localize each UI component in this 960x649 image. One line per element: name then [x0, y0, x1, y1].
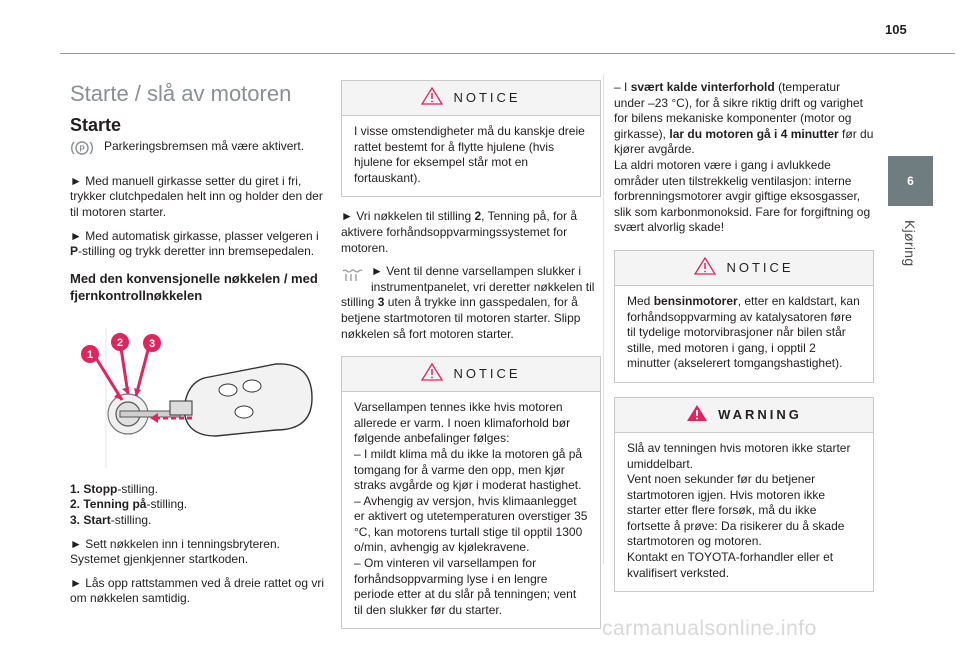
column-divider [603, 74, 604, 564]
warning-title: WARNING [718, 407, 802, 423]
column-2 [341, 80, 601, 629]
auto-gearbox-text: ► Med automatisk girkasse, plasser velgeren i P-stilling og trykk deretter inn bremsepedalen. [70, 228, 319, 259]
turn-key-text: ► Vri nøkkelen til stilling 2, Tenning på, for å aktivere forhåndsoppvarmingssystemet for motoren. [341, 209, 578, 255]
list-item: 1. Stopp-stilling. [70, 481, 159, 496]
notice-line: – Avhengig av versjon, hvis klimaanlegget er aktivert og utetemperaturen overstiger 35 °C, kan motorens turtall stige til opptil 1300 o/min, avhengig av kjølekravene. [354, 493, 588, 555]
list-item: 2. Tenning på-stilling. [70, 497, 188, 512]
position-list [70, 482, 326, 529]
figure-label-2: 2 [116, 336, 124, 349]
manual-gearbox-text: ► Med manuell girkasse setter du giret i fri, trykker clutchpedalen helt inn og holder den der til motoren starter. [70, 173, 323, 219]
notice-line: – I mildt klima må du ikke la motoren gå på tomgang for å varme den opp, men kjør straks avgårde og kjør i moderat hastighet. [354, 446, 583, 493]
warning-icon [686, 404, 708, 426]
notice-title: NOTICE [726, 260, 794, 276]
list-item: 3. Start-stilling. [70, 512, 152, 527]
ignition-key-figure [76, 318, 316, 468]
section-heading: Starte [70, 114, 122, 135]
caution-icon [421, 363, 443, 385]
insert-key-text: ► Sett nøkkelen inn i tenningsbryteren. Systemet gjenkjenner startkoden. [70, 536, 280, 567]
warning-line: Kontakt en TOYOTA-forhandler eller et kvalifisert verksted. [627, 550, 834, 580]
page-number: 105 [885, 22, 907, 37]
column-1 [70, 80, 326, 615]
notice-text: Med bensinmotorer, etter en kaldstart, kan forhåndsoppvarming av katalysatoren føre til tydelige motorvibrasjoner når bilen står stille, med motoren i gang, i opptil 2 minutter (akselerert tomgangshastighet). [627, 293, 860, 371]
notice-box [341, 80, 601, 197]
parking-brake-icon [70, 139, 96, 162]
ventilation-text: La aldri motoren være i gang i avlukkede områder uten tilstrekkelig ventilasjon: interne forbrenningsmotorer avgir giftige eksosgasser, slik som karbonmonoksid. Fare for forgiftning og svært alvorlig skade! [614, 157, 871, 235]
key-subheading: Med den konvensjonelle nøkkelen / med fjernkontrollnøkkelen [70, 270, 318, 303]
notice-title: NOTICE [453, 366, 521, 382]
notice-title: NOTICE [453, 90, 521, 106]
header-rule [60, 53, 955, 54]
column-3 [614, 80, 874, 592]
unlock-steering-text: ► Lås opp rattstammen ved å dreie rattet og vri om nøkkelen samtidig. [70, 575, 324, 606]
chapter-label: Kjøring [902, 220, 918, 267]
parking-note [70, 139, 326, 162]
warning-box [614, 397, 874, 592]
page-title: Starte / slå av motoren [70, 81, 292, 106]
cold-weather-text: – I svært kalde vinterforhold (temperatur under –23 °C), for å sikre riktig drift og varighet for bilens mekaniske komponenter (motor og girkasse), lar du motoren gå i 4 minutter før du kjører avgårde. [614, 80, 874, 157]
glow-wait-text: ► Vent til denne varsellampen slukker i instrumentpanelet, vri deretter nøkkelen til stilling 3 uten å trykke inn gasspedalen, for å betjene startmotoren til motoren starter. Slipp nøkkelen så fort motoren starter. [341, 264, 595, 341]
warning-line: Vent noen sekunder før du betjener startmotoren igjen. Hvis motoren ikke starter etter flere forsøk, må du ikke fortsette å prøve: Da risikerer du å skade startmotoren og motoren. [627, 472, 845, 549]
notice-line: – Om vinteren vil varsellampen for forhåndsoppvarming lyse i en lengre periode etter at du slår på tenningen; vent til den slukker før du starter. [354, 556, 577, 617]
notice-box [614, 250, 874, 383]
figure-label-3: 3 [148, 337, 156, 350]
figure-label-1: 1 [86, 348, 94, 361]
watermark: carmanualsonline.info [602, 617, 817, 640]
notice-line: Varsellampen tennes ikke hvis motoren allerede er varm. I noen klimaforhold bør følgende anbefalinger følges: [354, 400, 571, 446]
caution-icon [421, 87, 443, 109]
notice-text: I visse omstendigheter må du kanskje dreie rattet bestemt for å flytte hjulene (hvis hjulene for eksempel står mot en fortauskant). [354, 124, 585, 185]
svg-text:P: P [79, 144, 85, 154]
preheat-icon [341, 268, 363, 287]
notice-box [341, 356, 601, 629]
parking-note-text: Parkeringsbremsen må være aktivert. [104, 139, 305, 154]
caution-icon [694, 257, 716, 279]
chapter-tab[interactable]: 6 [888, 156, 933, 206]
warning-line: Slå av tenningen hvis motoren ikke starter umiddelbart. [627, 440, 851, 471]
